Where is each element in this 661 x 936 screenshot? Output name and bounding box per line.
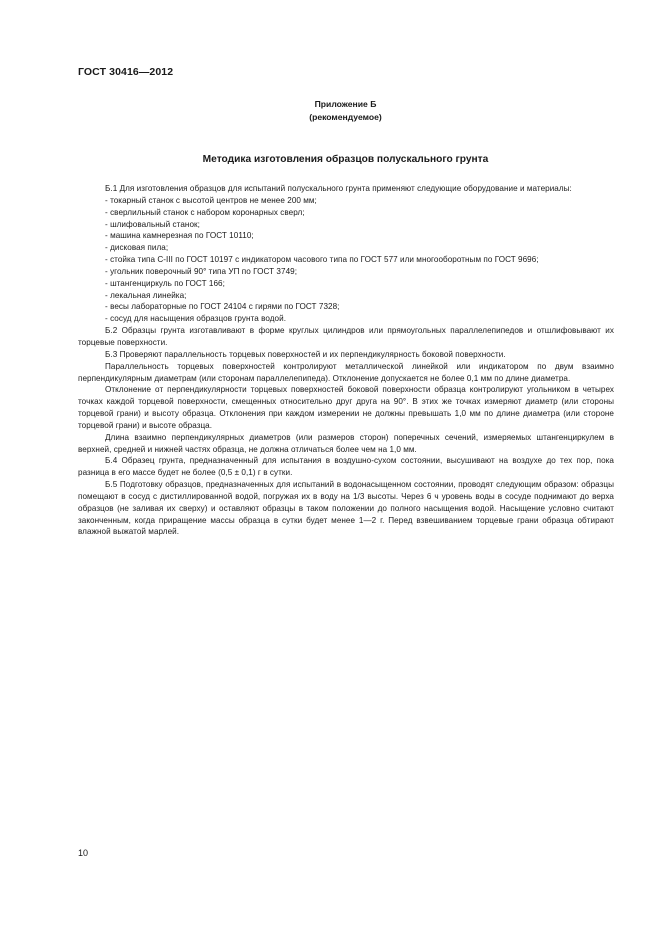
list-item: - токарный станок с высотой центров не менее 200 мм; — [105, 195, 317, 205]
list-item: - шлифовальный станок; — [105, 219, 200, 229]
paragraph: Параллельность торцевых поверхностей контролируют металлической линейкой или индикатором по двум взаимно перпендикулярным диаметрам (или сторонам параллелепипеда). Отклонение допускается не более 0,1 мм по длине диаметра. — [78, 361, 614, 383]
list-item: - штангенциркуль по ГОСТ 166; — [105, 278, 225, 288]
list-item: - лекальная линейка; — [105, 290, 187, 300]
paragraph-b1: Б.1 Для изготовления образцов для испытаний полускального грунта применяют следующие оборудование и материалы: — [105, 184, 572, 193]
list-item: - сосуд для насыщения образцов грунта водой. — [105, 314, 286, 324]
paragraph-b3: Б.3 Проверяют параллельность торцевых поверхностей и их перпендикулярность боковой поверхности. — [105, 349, 506, 359]
paragraph: Отклонение от перпендикулярности торцевых поверхностей боковой поверхности образца контролируют угольником в четырех точках каждой торцевой поверхности, смещенных относительно друг друга на 90°. В этих же точках измеряют диаметр (или стороны торцевой грани) и высоту образца. Отклонения при каждом измерении не должны превышать 1,0 мм по длине диаметра (или стороне торцевой грани) и высоте образца. — [78, 385, 614, 430]
paragraph-b5: Б.5 Подготовку образцов, предназначенных для испытаний в водонасыщенном состоянии, проводят следующим образом: образцы помещают в сосуд с дистиллированной водой, погружая их в воду на 1/3 высоты. Через 6 ч уровень воды в сосуде поднимают до верха образцов (не заливая их сверху) и оставляют образцы в таком положении до полного насыщения водой. Насыщение условно считают законченным, когда приращение массы образца в сутки будет менее 1—2 г. Перед взвешиванием торцевые грани образца обтирают влажной выжатой марлей. — [78, 480, 614, 537]
paragraph-b4: Б.4 Образец грунта, предназначенный для испытания в воздушно-сухом состоянии, высушивают на воздухе до тех пор, пока разница в его массе будет не более (0,5 ± 0,1) г в сутки. — [78, 456, 614, 478]
list-item: - дисковая пила; — [105, 243, 169, 253]
list-item: - стойка типа С-III по ГОСТ 10197 с индикатором часового типа по ГОСТ 577 или многооборотным по ГОСТ 9696; — [105, 255, 539, 265]
page-number: 10 — [78, 848, 89, 858]
annex-heading — [0, 98, 661, 124]
list-item: - сверлильный станок с набором коронарных сверл; — [105, 207, 305, 217]
paragraph: Длина взаимно перпендикулярных диаметров (или размеров сторон) поперечных сечений, измеряемых штангенциркулем в верхней, средней и нижней частях образца, не должна отличаться более чем на 1,0 мм. — [78, 432, 614, 454]
annex-title: Приложение Б — [314, 99, 377, 109]
document-id: ГОСТ 30416—2012 — [78, 66, 174, 78]
paragraph-b2: Б.2 Образцы грунта изготавливают в форме круглых цилиндров или прямоугольных параллелепипедов и отшлифовывают их торцевые поверхности. — [78, 326, 614, 347]
annex-status: (рекомендуемое) — [309, 112, 382, 122]
section-title: Методика изготовления образцов полускального грунта — [202, 154, 489, 165]
list-item: - угольник поверочный 90° типа УП по ГОСТ 3749; — [105, 266, 298, 276]
document-body — [78, 183, 614, 538]
list-item: - весы лабораторные по ГОСТ 24104 с гирями по ГОСТ 7328; — [105, 302, 340, 312]
list-item: - машина камнерезная по ГОСТ 10110; — [105, 231, 254, 241]
